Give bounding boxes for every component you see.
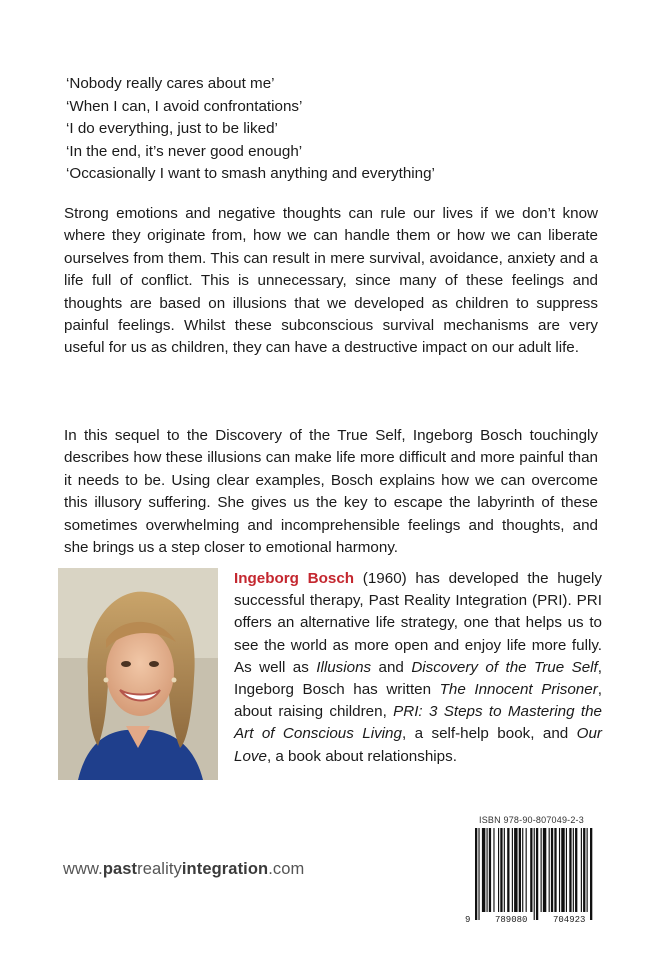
url-suffix: .com — [268, 860, 305, 878]
barcode-bar — [493, 828, 494, 912]
barcode-bar — [543, 828, 546, 912]
barcode-bar — [519, 828, 521, 912]
quote-line: ‘In the end, it’s never good enough’ — [66, 142, 303, 160]
barcode-bar — [482, 828, 485, 912]
barcode-bar — [587, 828, 588, 912]
book-title: Illusions — [316, 658, 372, 676]
author-section — [58, 568, 604, 780]
barcode-bar — [475, 828, 477, 920]
barcode-digits-right: 704923 — [553, 915, 586, 925]
description-paragraph-2: In this sequel to the Discovery of the True Self, Ingeborg Bosch touchingly describes how these illusions can make life more difficult and more painful than it needs to be. Using clear examples, Bosch explains how we can overcome this illusory suffering. She gives us the key to escape the labyrinth of these sometimes overwhelming and incomprehensible feelings and thoughts, and she brings us a step closer to emotional harmony. — [64, 427, 598, 557]
barcode-bar — [522, 828, 523, 912]
barcode-bar — [566, 828, 567, 912]
barcode-digits-left: 789080 — [495, 915, 528, 925]
quote-list — [66, 73, 606, 186]
barcode-bar — [575, 828, 577, 912]
website-url[interactable] — [63, 860, 304, 879]
url-prefix: www. — [63, 860, 103, 878]
barcode-bar — [554, 828, 556, 912]
url-part-integration: integration — [181, 860, 269, 878]
book-title: PRI: 3 Steps to Mastering the Art of Conscious Living — [234, 703, 602, 743]
barcode-bar — [541, 828, 542, 912]
description-paragraph-1: Strong emotions and negative thoughts can rule our lives if we don’t know where they originate from, how we can handle them or how we can liberate ourselves from them. This can result in mere survival, avoidance, anxiety and a life full of conflict. This is unnecessary, since many of these feelings and thoughts are based on illusions that we developed as children to suppress painful feelings. Whilst these subconscious survival mechanisms are very useful for us as children, they can have a destructive impact on our adult life. — [64, 205, 598, 357]
barcode-bar — [569, 828, 571, 912]
barcode-bar — [573, 828, 574, 912]
barcode-bar — [559, 828, 560, 912]
bio-text: , a book about relationships. — [266, 747, 457, 765]
author-bio — [234, 568, 602, 768]
barcode-bar — [498, 828, 499, 912]
barcode-bar — [561, 828, 564, 912]
barcode-bar — [526, 828, 527, 912]
book-title: The Innocent Prisoner — [439, 681, 598, 699]
barcode-bar — [512, 828, 513, 912]
barcode-bar — [536, 828, 538, 920]
bio-text: , about raising children, — [234, 681, 602, 721]
barcode-bar — [581, 828, 582, 912]
bio-text: , Ingeborg Bosch has written — [234, 658, 602, 699]
author-photo — [58, 568, 218, 780]
barcode-bar — [551, 828, 553, 912]
url-part-past: past — [102, 860, 138, 878]
barcode-bar — [489, 828, 491, 912]
barcode-bar — [530, 828, 532, 912]
isbn-barcode — [465, 815, 611, 927]
isbn-text: ISBN 978-90-807049-2-3 — [479, 815, 584, 825]
url-part-reality: reality — [137, 860, 182, 878]
book-title: Our Love — [234, 725, 602, 765]
barcode-bar — [549, 828, 550, 912]
barcode-bar — [504, 828, 505, 912]
barcode-bar — [583, 828, 585, 912]
barcode-bar — [590, 828, 592, 920]
book-title: Discovery of the True Self — [411, 658, 598, 676]
bio-text: and — [371, 658, 412, 676]
bio-text: , a self-help book, and — [401, 725, 577, 743]
barcode-bar — [478, 828, 479, 920]
quote-line: ‘Occasionally I want to smash anything and everything’ — [66, 165, 435, 183]
quote-line: ‘When I can, I avoid confrontations’ — [66, 97, 303, 115]
bio-text: (1960) has developed the hugely successful therapy, Past Reality Integration (PRI). PRI offers an alternative life strategy, one that helps us to see the world as more open and enjoy life more fully. As well as — [234, 570, 602, 676]
barcode-bar — [534, 828, 535, 920]
quote-line: ‘I do everything, just to be liked’ — [66, 120, 278, 138]
barcode-bar — [514, 828, 517, 912]
barcode-bars — [471, 828, 605, 922]
author-name: Ingeborg Bosch — [234, 570, 355, 587]
barcode-bar — [500, 828, 502, 912]
quote-line: ‘Nobody really cares about me’ — [66, 75, 275, 92]
barcode-bar — [487, 828, 488, 912]
barcode-bar — [507, 828, 509, 912]
barcode-digit-first: 9 — [465, 915, 471, 925]
